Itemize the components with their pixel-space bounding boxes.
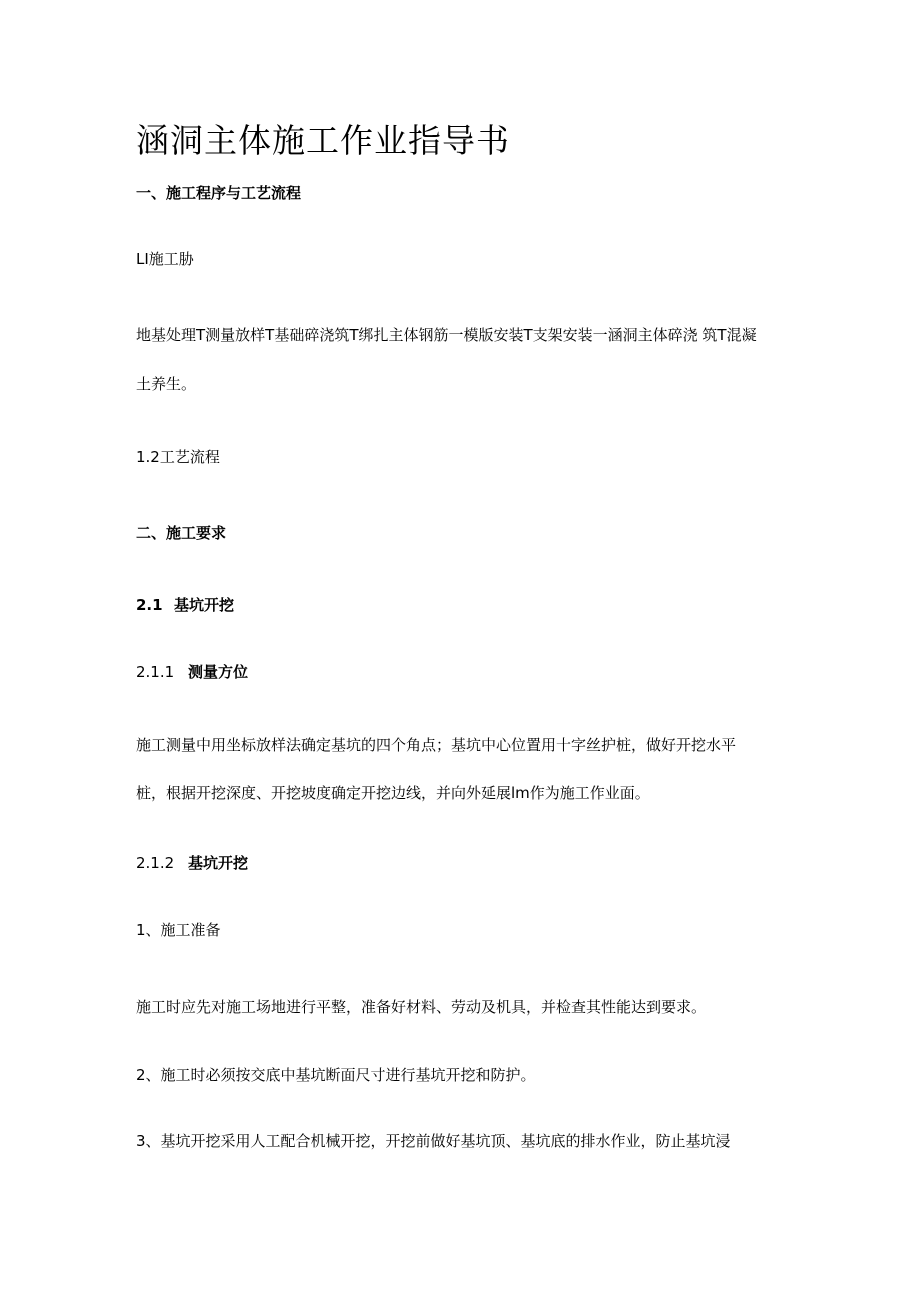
survey-text-line-2: 桩，根据开挖深度、开挖坡度确定开挖边线，并向外延展lm作为施工作业面。 [136,784,650,802]
subsection-1-1-heading: LI施工胁 [136,250,194,268]
subsection-2-1-2-label: 基坑开挖 [188,854,249,872]
subsection-1-2-heading: 1.2工艺流程 [136,448,220,466]
subsection-2-1-2-heading [136,856,248,871]
subsection-2-1-number: 2.1 [136,596,163,614]
subsection-2-1-2-number: 2.1.2 [136,854,175,872]
procedure-sequence-line-1: 地基处理T测量放样T基础碎浇筑T绑扎主体钢筋一模版安装T支架安装一涵洞主体碎浇 筑T混凝 [136,326,757,344]
item-2-text: 2、施工时必须按交底中基坑断面尺寸进行基坑开挖和防护。 [136,1066,536,1084]
subsection-2-1-1-number: 2.1.1 [136,663,175,681]
section-1-heading: 一、施工程序与工艺流程 [136,184,302,202]
subsection-2-1-1-heading [136,665,248,680]
item-1-title: 1、施工准备 [136,921,221,939]
item-3-text: 3、基坑开挖采用人工配合机械开挖，开挖前做好基坑顶、基坑底的排水作业，防止基坑浸 [136,1132,731,1150]
subsection-2-1-1-label: 测量方位 [188,663,249,681]
document-title: 涵洞主体施工作业指导书 [136,121,510,160]
subsection-2-1-heading [136,598,234,613]
section-2-heading: 二、施工要求 [136,524,227,542]
survey-text-line-1: 施工测量中用坐标放样法确定基坑的四个角点；基坑中心位置用十字丝护桩，做好开挖水平 [136,736,737,754]
procedure-sequence-line-2: 土养生。 [136,375,197,393]
subsection-2-1-label: 基坑开挖 [174,596,235,614]
item-1-text: 施工时应先对施工场地进行平整，准备好材料、劳动及机具，并检查其性能达到要求。 [136,998,707,1016]
